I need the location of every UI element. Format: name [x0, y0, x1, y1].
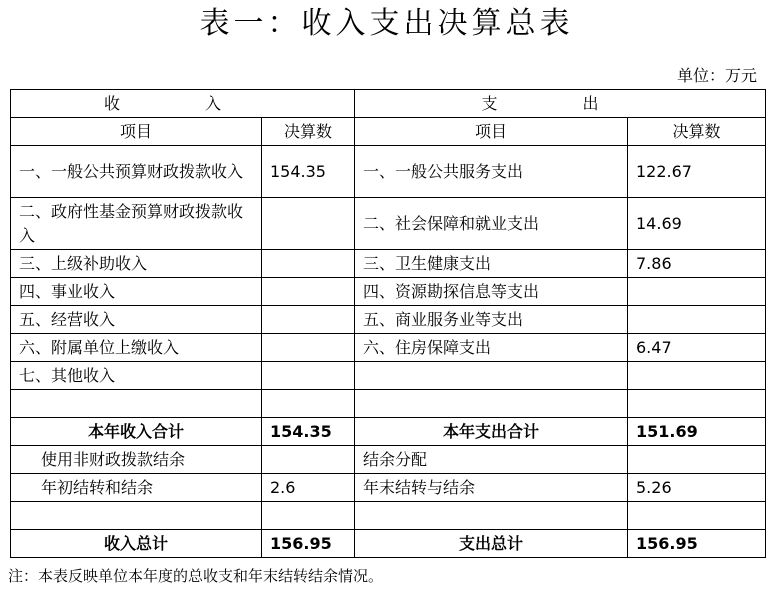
income-subtotal-label: 本年收入合计	[11, 418, 262, 446]
empty-row	[11, 390, 766, 418]
section-header-row	[11, 90, 766, 118]
income-amount	[262, 250, 355, 278]
income-item: 年初结转和结余	[11, 474, 262, 502]
empty-cell	[628, 390, 766, 418]
expense-amount	[628, 306, 766, 334]
income-total-amount: 156.95	[262, 530, 355, 558]
expense-amount	[628, 446, 766, 474]
income-item: 二、政府性基金预算财政拨款收入	[11, 198, 262, 250]
unit-label: 单位：万元	[676, 66, 757, 85]
income-item-header: 项目	[11, 118, 262, 146]
table-row	[11, 306, 766, 334]
table-row	[11, 198, 766, 250]
expense-total-amount: 156.95	[628, 530, 766, 558]
income-total-label: 收入总计	[11, 530, 262, 558]
income-amount	[262, 278, 355, 306]
column-header-row	[11, 118, 766, 146]
empty-row	[11, 502, 766, 530]
income-subtotal-amount: 154.35	[262, 418, 355, 446]
table-row	[11, 334, 766, 362]
income-amount	[262, 334, 355, 362]
income-amount-header: 决算数	[262, 118, 355, 146]
expense-item: 二、社会保障和就业支出	[355, 198, 628, 250]
income-item: 四、事业收入	[11, 278, 262, 306]
table-row	[11, 474, 766, 502]
footnote: 注：本表反映单位本年度的总收支和年末结转结余情况。	[8, 567, 384, 585]
table-row	[11, 278, 766, 306]
expense-item: 一、一般公共服务支出	[355, 146, 628, 198]
empty-cell	[355, 502, 628, 530]
empty-cell	[11, 390, 262, 418]
income-item: 使用非财政拨款结余	[11, 446, 262, 474]
income-amount	[262, 446, 355, 474]
budget-summary-table	[10, 89, 766, 558]
income-item: 三、上级补助收入	[11, 250, 262, 278]
expense-item: 年末结转与结余	[355, 474, 628, 502]
expense-amount: 6.47	[628, 334, 766, 362]
expense-subtotal-label: 本年支出合计	[355, 418, 628, 446]
income-item: 六、附属单位上缴收入	[11, 334, 262, 362]
subtotal-row	[11, 418, 766, 446]
empty-cell	[355, 390, 628, 418]
expense-subtotal-amount: 151.69	[628, 418, 766, 446]
expense-item: 结余分配	[355, 446, 628, 474]
income-item: 五、经营收入	[11, 306, 262, 334]
table-row	[11, 146, 766, 198]
income-amount	[262, 306, 355, 334]
empty-cell	[628, 502, 766, 530]
expense-item: 三、卫生健康支出	[355, 250, 628, 278]
expense-total-label: 支出总计	[355, 530, 628, 558]
expense-amount: 14.69	[628, 198, 766, 250]
income-item: 一、一般公共预算财政拨款收入	[11, 146, 262, 198]
table-row	[11, 362, 766, 390]
empty-cell	[11, 502, 262, 530]
expense-item	[355, 362, 628, 390]
income-amount	[262, 362, 355, 390]
expense-amount	[628, 362, 766, 390]
expense-item-header: 项目	[355, 118, 628, 146]
expense-amount: 5.26	[628, 474, 766, 502]
income-amount: 2.6	[262, 474, 355, 502]
income-amount	[262, 198, 355, 250]
total-row	[11, 530, 766, 558]
empty-cell	[262, 502, 355, 530]
expense-item: 六、住房保障支出	[355, 334, 628, 362]
income-amount: 154.35	[262, 146, 355, 198]
expense-amount	[628, 278, 766, 306]
expense-section-header: 支 出	[355, 90, 766, 118]
expense-amount: 7.86	[628, 250, 766, 278]
empty-cell	[262, 390, 355, 418]
expense-item: 四、资源勘探信息等支出	[355, 278, 628, 306]
income-item: 七、其他收入	[11, 362, 262, 390]
table-row	[11, 250, 766, 278]
expense-amount-header: 决算数	[628, 118, 766, 146]
table-row	[11, 446, 766, 474]
expense-item: 五、商业服务业等支出	[355, 306, 628, 334]
expense-amount: 122.67	[628, 146, 766, 198]
income-section-header: 收 入	[11, 90, 355, 118]
page-title: 表一：收入支出决算总表	[199, 6, 574, 41]
